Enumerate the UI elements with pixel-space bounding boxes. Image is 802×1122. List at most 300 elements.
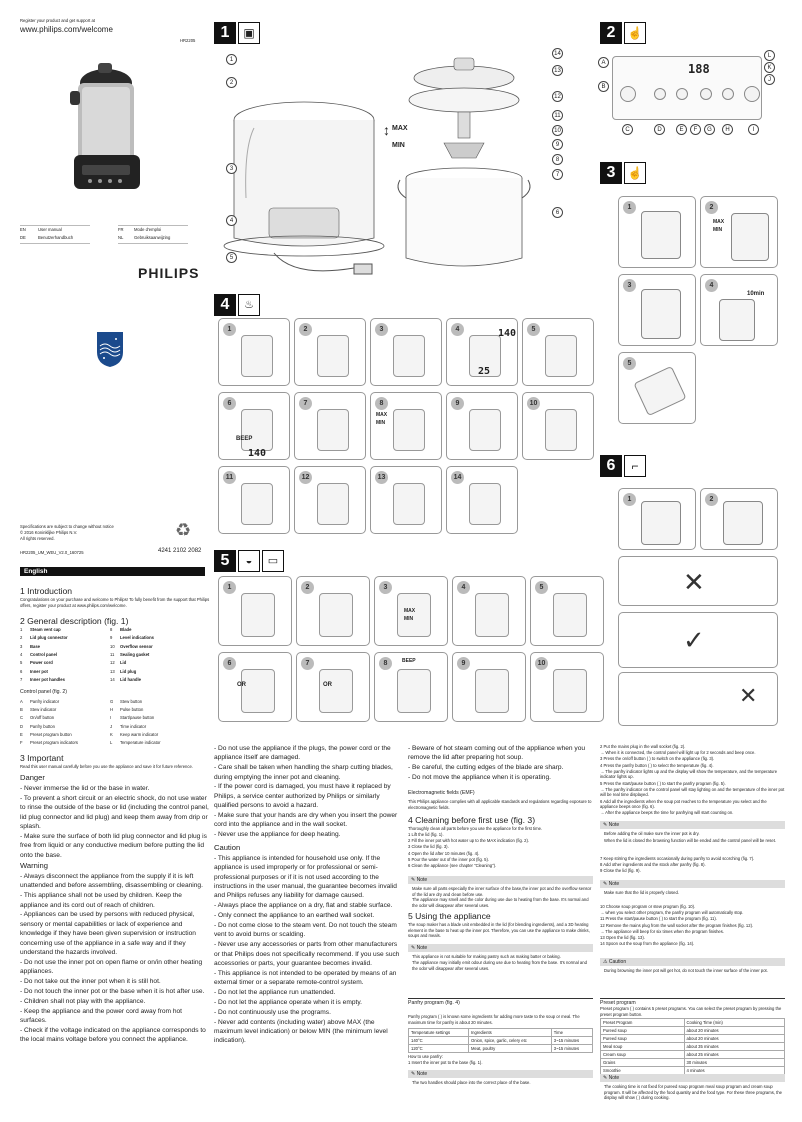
- fig5-or-2: OR: [323, 682, 332, 688]
- text-line: - Never use any accessories or parts from other manufacturers or that Philips does not specifically recommend. If you use such accessories or parts, your guarantee becomes invalid.: [214, 941, 400, 967]
- note-bar-4: ✎ Note: [600, 821, 785, 829]
- gen-item: Steam vent cap: [30, 627, 61, 632]
- step-number: 6: [223, 397, 236, 410]
- fig6-dont-2: ✓: [618, 612, 778, 668]
- gen-item: Inner pot: [30, 668, 48, 674]
- caution-heading: Caution: [214, 843, 241, 852]
- text-line: - Only connect the appliance to an earthed wall socket.: [214, 912, 375, 920]
- gen-item: Sealing gasket: [120, 651, 150, 657]
- fig3-step-4: 4 10min: [700, 274, 778, 346]
- callout-7: 7: [552, 169, 563, 180]
- table-cell: about 25 minutes: [684, 1051, 785, 1059]
- fig6-step-1: 1: [618, 488, 696, 550]
- step-number: 7: [299, 397, 312, 410]
- fig5-number: 5: [214, 550, 236, 572]
- lang-code-fr: FR: [118, 227, 124, 232]
- text-line: → The appliance will beep for six times when the program finishes.: [600, 928, 724, 934]
- gen-item: Power cord: [30, 660, 53, 666]
- panfry-heading: Panfry program (fig. 4): [408, 1000, 460, 1006]
- text-line: - Be careful, the cutting edges of the blade are sharp.: [408, 764, 564, 772]
- text-line: - Keep the appliance and the power cord away from hot surfaces.: [20, 1007, 183, 1024]
- pot-sketch: [397, 669, 431, 713]
- fig4-display-140b: 140: [248, 448, 267, 459]
- text-line: - Do not touch the inner pot or the base when it is hot after use.: [20, 987, 205, 995]
- step-number: 10: [535, 657, 548, 670]
- step-number: 8: [375, 397, 388, 410]
- text-line: 8 Add other ingredients and the stock after panfry (fig. 8).: [600, 862, 706, 868]
- fig5-step-box: [218, 652, 292, 722]
- text-line: - Never add contents (including water) above MAX (the maximum level indication) or below MIN (the minimum level indication).: [214, 1018, 388, 1045]
- text-line: 4 Open the lid after 10 minutes (fig. 4).: [408, 850, 480, 856]
- register-line: Register your product and get support at: [20, 18, 95, 23]
- note-icon: ✎: [603, 1075, 609, 1081]
- note2-text: This appliance is not suitable for making pastry such as making batter or baking.: [412, 954, 561, 959]
- copyright: © 2016 Koninklijke Philips N.V.: [20, 530, 78, 535]
- text-line: 2 Fill the inner pot with hot water up to the MAX indication (fig. 2).: [408, 838, 530, 844]
- text-line: 12 Remove the mains plug from the wall socket after the program finishes (fig. 12).: [600, 922, 754, 928]
- fig4-number: 4: [214, 294, 236, 316]
- text-line: - Do not take out the inner pot when it is still hot.: [20, 977, 161, 985]
- gen-item: Base: [30, 643, 41, 649]
- bowl-icon: ◒: [238, 550, 260, 572]
- fig5-step-box: [530, 652, 604, 722]
- clean-heading: 4 Cleaning before first use (fig. 3): [408, 815, 536, 825]
- how-step1: 1 Insert the inner pot to the base (fig. 1).: [408, 1060, 483, 1065]
- fig4-step-box: [370, 466, 442, 534]
- table-row: [601, 1051, 785, 1059]
- text-line: - This appliance is not intended to be operated by means of an external timer or a separate remote-control system.: [214, 969, 397, 987]
- step-number: 4: [451, 323, 464, 336]
- gen-num: 14: [110, 676, 115, 682]
- danger-list: [20, 784, 210, 860]
- step-number: 8: [379, 657, 392, 670]
- step-number: 3: [375, 323, 388, 336]
- callout-4: 4: [226, 215, 237, 226]
- gen-num: 10: [110, 643, 115, 649]
- fig3-number: 3: [600, 162, 622, 184]
- ctrl-item: Preset program button: [30, 731, 72, 737]
- panel-callout-f: F: [690, 124, 701, 135]
- col4-steps-b: [600, 856, 785, 875]
- note-bar-2: ✎ Note: [408, 944, 593, 952]
- text-line: 6 Add all the ingredients when the soup pot reaches to the temperature you select and the appliance beeps once (fig. 6).: [600, 798, 767, 810]
- text-line: → When it is connected, the control panel will light up for 2 seconds and beep once.: [600, 750, 756, 756]
- text-line: - Appliances can be used by persons with reduced physical, sensory or mental capabilities or lack of experience and knowledge if they have been given supervision or instruction concerning use of the appliance in a safe way and if they understand the hazards involved.: [20, 911, 196, 956]
- text-line: - Children shall not play with the appliance.: [20, 997, 146, 1005]
- fig5-step-box: [296, 652, 370, 722]
- note-bar-6: ✎ Note: [600, 1074, 785, 1082]
- text-line: - Do not move the appliance when it is operating.: [408, 774, 551, 782]
- fig4-display-140: 140: [498, 328, 517, 339]
- text-line: - Do not let the appliance operate when it is empty.: [214, 998, 362, 1006]
- text-line: - Always place the appliance on a dry, flat and stable surface.: [214, 902, 393, 910]
- col4-steps: [600, 744, 785, 817]
- general-heading: 2 General description (fig. 1): [20, 616, 129, 626]
- pot-sketch: [241, 335, 273, 377]
- ctrl-letter: D: [20, 723, 24, 729]
- gen-item: Lid plug: [120, 668, 137, 674]
- preset-note: The cooking time is not fixed for pureed soup program meal soup program and cream soup program. It will be affected by the food quantity and the food type. For these three programs, the display will show ( ) during cooking.: [604, 1084, 782, 1101]
- fig4-beep: BEEP: [236, 436, 253, 442]
- clean-intro: Thoroughly clean all parts before you use the appliance for the first time.: [408, 826, 543, 831]
- text-line: → The panfry indicator lights up and the display will show the temperature, and the temperature indicator lights up.: [600, 768, 778, 780]
- callout-5: 5: [226, 252, 237, 263]
- pot-sketch: [469, 483, 501, 525]
- fig3-step-3: 3: [618, 274, 696, 346]
- fig5-step-box: [218, 576, 292, 646]
- pot-sketch: [241, 409, 273, 451]
- fig1-illustration: [214, 48, 574, 288]
- note-icon: ✎: [411, 877, 417, 883]
- gen-num: 5: [20, 660, 23, 666]
- callout-10: 10: [552, 125, 563, 136]
- english-tab: English: [24, 568, 48, 575]
- table-cell: Grains: [601, 1059, 685, 1067]
- onoff-button-diagram: [620, 86, 636, 102]
- step-number: 9: [457, 657, 470, 670]
- step-number: 3: [379, 581, 392, 594]
- table-row: [601, 1019, 785, 1027]
- philips-shield-logo: [95, 330, 125, 368]
- note2b-text: The appliance may initially emit odour during use due to heating from the base. It's normal and the odor will disappear after several uses.: [412, 960, 587, 971]
- caution-note: During browning the inner pot will get hot, do not touch the inner surface of the inner pot.: [604, 968, 768, 973]
- callout-3: 3: [226, 163, 237, 174]
- text-line: - Beware of hot steam coming out of the appliance when you remove the lid after preparing hot soup.: [408, 745, 586, 762]
- note-icon: ✎: [411, 1071, 417, 1077]
- col4-steps-c: [600, 904, 785, 947]
- ctrl-item: Time indicator: [120, 723, 147, 729]
- box-icon: ▣: [238, 22, 260, 44]
- text-line: 2 Put the mains plug in the wall socket (fig. 2).: [600, 744, 686, 749]
- gen-item: Inner pot handles: [30, 676, 65, 682]
- clean-steps: [408, 832, 593, 869]
- gen-item: Blade: [120, 627, 132, 632]
- table-row: [601, 1027, 785, 1035]
- panel-callout-g: G: [704, 124, 715, 135]
- emf-text: This Philips appliance complies with all applicable standards and regulations regarding exposure to electromagnetic fields.: [408, 799, 592, 810]
- col3-bullets: [408, 744, 598, 783]
- text-line: 11 Press the start/pause button ( ) to start the program (fig. 11).: [600, 916, 717, 922]
- ctrl-item: Temperature indicator: [120, 740, 161, 745]
- product-photo: [60, 55, 150, 195]
- text-line: 10 Choose soup program or stew program (fig. 10).: [600, 904, 696, 909]
- lang-label-fr: Mode d'emploi: [134, 227, 162, 232]
- fig6-number: 6: [600, 455, 622, 477]
- panel-callout-l: L: [764, 50, 775, 61]
- col2-bullets: [214, 744, 404, 840]
- gen-num: 4: [20, 651, 23, 657]
- panfry-icon: ♨: [238, 294, 260, 316]
- ctrl-item: Start/pause button: [120, 715, 155, 721]
- fig5-step-box: [296, 576, 370, 646]
- gen-item: Lid plug connector: [30, 635, 68, 641]
- warning-list: [20, 872, 210, 1045]
- fig6-step-2: 2: [700, 488, 778, 550]
- panel-display: 188: [688, 62, 710, 76]
- text-line: - If the power cord is damaged, you must have it replaced by Philips, a service center authorized by Philips or similarly qualified persons to avoid a hazard.: [214, 783, 391, 810]
- fig4-step-box: [370, 318, 442, 386]
- text-line: - Do not use the inner pot on open flame or on/in other heating appliances.: [20, 958, 203, 976]
- table-row: [601, 1043, 785, 1051]
- pot-sketch: [317, 409, 349, 451]
- note-bar-1: ✎ Note: [408, 876, 593, 884]
- lang-code-en: EN: [20, 227, 26, 232]
- hand-icon: ☝: [624, 22, 646, 44]
- fig5-beep: BEEP: [402, 658, 416, 664]
- note-icon: ✎: [603, 881, 609, 887]
- pot-sketch: [317, 483, 349, 525]
- ctrl-letter: G: [110, 699, 114, 704]
- text-line: → when you select other program, the panfry program will automatically stop.: [600, 910, 744, 916]
- caution-bar: ⚠ Caution: [600, 958, 785, 966]
- callout-11: 11: [552, 110, 563, 121]
- using-heading: 5 Using the appliance: [408, 911, 491, 921]
- ctrl-letter: F: [20, 740, 23, 745]
- model-number: HR2205: [180, 38, 196, 43]
- pulse-button-diagram: [722, 88, 734, 100]
- fig3-step-5: 5: [618, 352, 696, 424]
- preset-table: [600, 1018, 785, 1075]
- doc-code: HR2205_UM_WEU_V2.0_160725: [20, 550, 84, 555]
- ctrl-item: Preset program indicators: [30, 740, 78, 745]
- callout-13: 13: [552, 65, 563, 76]
- table-cell: Pureed soup: [601, 1035, 685, 1043]
- table-cell: Cream soup: [601, 1051, 685, 1059]
- text-line: 1 Lift the lid (fig. 1).: [408, 832, 444, 837]
- fig4-step-box: [522, 318, 594, 386]
- fig5-step-box: [452, 576, 526, 646]
- welcome-url[interactable]: www.philips.com/welcome: [20, 25, 113, 34]
- table-cell: Smoothie: [601, 1067, 685, 1075]
- pot-sketch: [553, 669, 587, 713]
- text-line: 5 Press the start/pause button ( ) to start the panfry program (fig. 5).: [600, 780, 726, 786]
- pot-sketch: [317, 335, 349, 377]
- panel-callout-b: B: [598, 81, 609, 92]
- ctrl-item: Stew indicator: [30, 707, 57, 713]
- fig4-step-box: [294, 392, 366, 460]
- step-number: 1: [223, 323, 236, 336]
- pot-sketch: [397, 593, 431, 637]
- pot-sketch: [393, 335, 425, 377]
- fig5-min: MIN: [404, 616, 414, 622]
- pot-sketch: [475, 669, 509, 713]
- fig4-step-box: [218, 318, 290, 386]
- pot-sketch: [319, 669, 353, 713]
- text-line: 5 Pour the water out of the inner pot (fig. 5).: [408, 856, 490, 862]
- step-number: 13: [375, 471, 388, 484]
- text-line: → After the appliance beeps the time for panfrying will start counting on.: [600, 810, 734, 816]
- table-cell: Pureed soup: [601, 1027, 685, 1035]
- gen-num: 8: [110, 627, 113, 632]
- ctrl-letter: B: [20, 707, 23, 713]
- note1-text: Make sure all parts especially the inner surface of the base,the inner pot and the overflow sensor of the lid are dry and clean before use.: [412, 886, 592, 897]
- gen-num: 13: [110, 668, 115, 674]
- pot-sketch: [469, 409, 501, 451]
- step-number: 10: [527, 397, 540, 410]
- lang-label-nl: Gebruiksaanwijzing: [134, 235, 171, 240]
- panfry-button-diagram: [654, 88, 666, 100]
- step-number: 5: [535, 581, 548, 594]
- note-a1: Before adding the oil make sure the inner pot is dry.: [604, 831, 700, 836]
- gen-num: 12: [110, 660, 115, 666]
- text-line: - Do not let the appliance run unattended.: [214, 989, 336, 997]
- fig1-min-label: MIN: [392, 142, 405, 149]
- ctrl-letter: J: [110, 723, 113, 729]
- ctrl-letter: C: [20, 715, 24, 721]
- ctrl-letter: I: [110, 715, 112, 721]
- intro-text: Congratulations on your purchase and welcome to Philips! To fully benefit from the support that Philips offers, register your product at www.philips.com/welcome.: [20, 597, 210, 608]
- ctrl-item: Keep warm indicator: [120, 731, 159, 737]
- text-line: - Care shall be taken when handling the sharp cutting blades, during emptying the inner pot and cleaning.: [214, 764, 393, 781]
- gen-item: Lid: [120, 660, 127, 666]
- fig1-number: 1: [214, 22, 236, 44]
- pot-sketch: [393, 409, 425, 451]
- step-number: 12: [299, 471, 312, 484]
- note1b-text: The appliance may smell and the color during use due to heating from the base. It's normal and the odor will disappear after several uses.: [412, 897, 589, 908]
- table-cell: about 20 minutes: [684, 1027, 785, 1035]
- lang-code-nl: NL: [118, 235, 124, 240]
- ctrl-item: Panfry indicator: [30, 699, 60, 704]
- text-line: → The panfry indicator on the control panel will stay lighting on and the temperature of the inner pot will be real time displayed.: [600, 786, 785, 798]
- lang-code-de: DE: [20, 235, 26, 240]
- gen-item: Control panel: [30, 651, 57, 657]
- intro-heading: 1 Introduction: [20, 586, 73, 596]
- panel-callout-d: D: [654, 124, 665, 135]
- important-intro: Read this user manual carefully before you use the appliance and save it for future reference.: [20, 764, 193, 769]
- fig3-step-2: 2 MAX MIN: [700, 196, 778, 268]
- text-line: - Never use the appliance for deep heating.: [214, 831, 341, 839]
- fig5-max: MAX: [404, 608, 416, 614]
- panel-callout-c: C: [622, 124, 633, 135]
- note3-text: The two handles should place into the correct place of the base.: [412, 1080, 531, 1085]
- gen-num: 6: [20, 668, 23, 674]
- gen-item: Level indications: [120, 635, 154, 641]
- fig4-step-box: [294, 466, 366, 534]
- text-line: 7 Keep stirring the ingredients occasionally during panfry to avoid scorching (fig. 7).: [600, 856, 755, 861]
- panel-callout-a: A: [598, 57, 609, 68]
- fig1-max-label: MAX: [392, 125, 408, 132]
- step-number: 4: [457, 581, 470, 594]
- fig4-step-box: [446, 466, 518, 534]
- doc-number: 4241 2102 2082: [158, 548, 202, 554]
- callout-14: 14: [552, 48, 563, 59]
- table-cell: 30 minutes: [684, 1059, 785, 1067]
- text-line: - Never immerse the lid or the base in water.: [20, 785, 150, 792]
- step-number: 9: [451, 397, 464, 410]
- pot-sketch: [475, 593, 509, 637]
- text-line: - Make sure the surface of both lid plug connector and lid plug is free from liquid or any conductive medium before putting the lid onto the base.: [20, 832, 207, 859]
- rights: All rights reserved.: [20, 536, 55, 541]
- fig4-step-box: [446, 392, 518, 460]
- fig6-dont-3: ✕: [618, 672, 778, 726]
- panel-callout-k: K: [764, 62, 775, 73]
- ctrl-letter: L: [110, 740, 113, 745]
- table-cell: about 20 minutes: [684, 1035, 785, 1043]
- tap-icon: ⌐: [624, 455, 646, 477]
- step-number: 7: [301, 657, 314, 670]
- fig4-step-box: [370, 392, 442, 460]
- warning-heading: Warning: [20, 861, 48, 870]
- lang-label-de: Benutzerhandbuch: [38, 235, 74, 240]
- control-heading: Control panel (fig. 2): [20, 689, 67, 695]
- text-line: - Make sure that your hands are dry when you insert the power cord into the appliance and in the wall socket.: [214, 812, 398, 829]
- pot-icon: ▭: [262, 550, 284, 572]
- ctrl-item: Pulse button: [120, 707, 144, 713]
- fig4-step-box: [522, 392, 594, 460]
- pot-sketch: [545, 409, 577, 451]
- callout-6: 6: [552, 207, 563, 218]
- step-number: 1: [223, 581, 236, 594]
- recycle-icon: ♻: [175, 520, 192, 540]
- fig6-dont-1: ✕: [618, 556, 778, 606]
- spec-note: Specifications are subject to change without notice: [20, 524, 114, 529]
- note-bar-5: ✎ Note: [600, 880, 785, 888]
- callout-2: 2: [226, 77, 237, 88]
- panel-callout-i: I: [748, 124, 759, 135]
- note-bar-3: ✎ Note: [408, 1070, 593, 1078]
- preset-heading: Preset program: [600, 1000, 636, 1006]
- table-row: [601, 1059, 785, 1067]
- text-line: 9 Close the lid (fig. 9).: [600, 868, 641, 874]
- table-cell: Cooking Time (min): [684, 1019, 785, 1027]
- pot-sketch: [241, 593, 275, 637]
- ctrl-item: On/off button: [30, 715, 55, 721]
- text-line: - Do not use the appliance if the plugs, the power cord or the appliance itself are damaged.: [214, 745, 391, 762]
- table-cell: Meal soup: [601, 1043, 685, 1051]
- text-line: 14 Spoon out the soup from the appliance (fig. 14).: [600, 941, 695, 947]
- fig5-step-box: [530, 576, 604, 646]
- step-number: 5: [527, 323, 540, 336]
- panel-callout-h: H: [722, 124, 733, 135]
- fig2-number: 2: [600, 22, 622, 44]
- text-line: - Do not continuously use the programs.: [214, 1008, 331, 1016]
- hand-icon: ☝: [624, 162, 646, 184]
- level-arrow-icon: ↕: [383, 122, 390, 138]
- gen-item: Lid handle: [120, 676, 141, 682]
- note-a2: When the lid is closed the browning function will be ended and the control panel will be reset.: [604, 838, 777, 843]
- startpause-button-diagram: [744, 86, 760, 102]
- step-number: 2: [299, 323, 312, 336]
- text-line: - This appliance shall not be used by children. Keep the appliance and its cord out of reach of children.: [20, 892, 182, 909]
- gen-num: 2: [20, 635, 23, 641]
- fig4-display-25: 25: [478, 366, 491, 377]
- control-panel-diagram: [612, 56, 762, 120]
- how-to: How to use panfry:: [408, 1054, 443, 1059]
- callout-8: 8: [552, 154, 563, 165]
- pot-sketch: [319, 593, 353, 637]
- preset-intro: Preset program ( ) contains 5 preset programs. You can select the preset program by pressing the preset program button.: [600, 1006, 782, 1017]
- table-cell: about 35 minutes: [684, 1043, 785, 1051]
- panfry-table: Temperature settings Ingredients Time 140°C Onion, spice, garlic, celery etc 3~15 minutes 120°C Meat, poultry 3~15 minutes: [408, 1028, 593, 1053]
- ctrl-item: Panfry button: [30, 723, 55, 729]
- stew-button-diagram: [700, 88, 712, 100]
- ctrl-letter: H: [110, 707, 114, 713]
- text-line: - Always disconnect the appliance from the supply if it is left unattended and before assembling, disassembling or cleaning.: [20, 873, 203, 890]
- callout-1: 1: [226, 54, 237, 65]
- lang-label-en: User manual: [38, 227, 62, 232]
- ctrl-letter: E: [20, 731, 23, 737]
- ctrl-item: Stew button: [120, 699, 143, 704]
- pot-sketch: [241, 669, 275, 713]
- fig3-step-1: 1: [618, 196, 696, 268]
- text-line: 3 Press the on/off button ( ) to switch on the appliance (fig. 3).: [600, 756, 715, 762]
- text-line: - To prevent a short circuit or an electric shock, do not use water to rinse the outside of the base or lid (including the control panel, lid plug connector and lid plug) and keep them away from drip or splash.: [20, 794, 209, 830]
- gen-num: 7: [20, 676, 23, 682]
- gen-num: 3: [20, 643, 23, 649]
- panel-callout-j: J: [764, 74, 775, 85]
- pot-sketch: [553, 593, 587, 637]
- gen-num: 9: [110, 635, 113, 641]
